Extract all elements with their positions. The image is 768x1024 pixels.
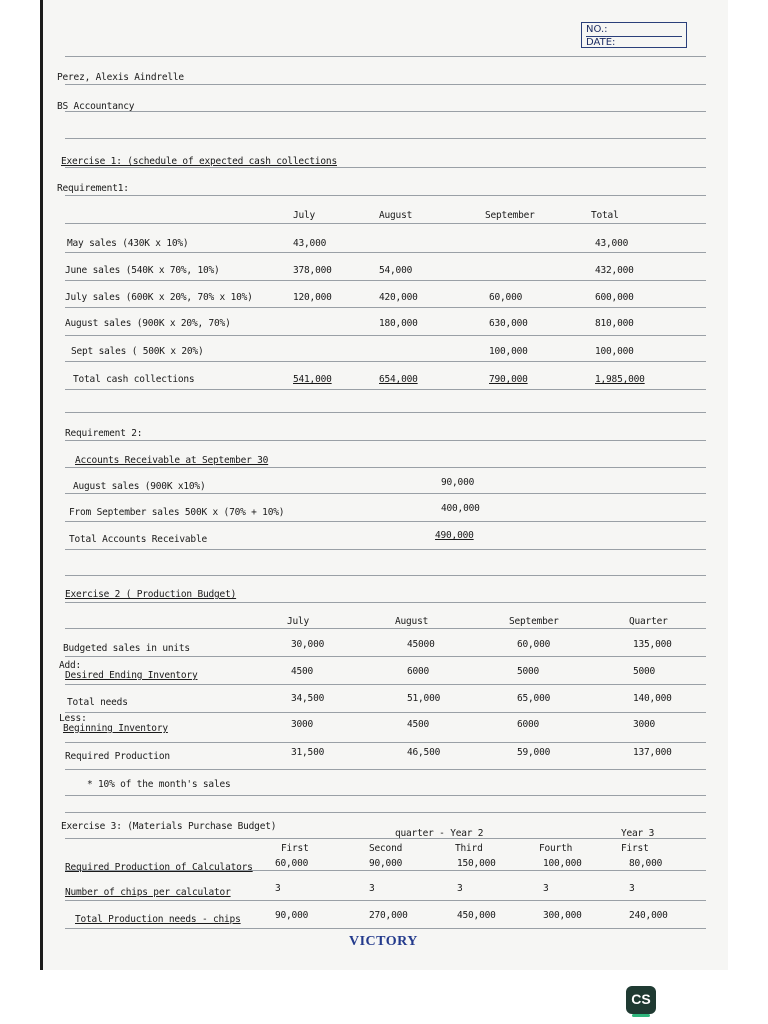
ex3-cell: 3 — [543, 883, 549, 894]
ex1-col-august: August — [379, 210, 413, 221]
ex1-cell: 43,000 — [595, 238, 629, 249]
ex2-col-august: August — [395, 616, 429, 627]
requirement1-label: Requirement1: — [57, 183, 129, 194]
ex1-cell: 790,000 — [489, 374, 528, 385]
exercise2-title: Exercise 2 ( Production Budget) — [65, 589, 237, 600]
rule-line — [65, 742, 706, 743]
ex2-cell: 137,000 — [633, 747, 672, 758]
ex2-col-september: September — [509, 616, 559, 627]
ex3-col-header: First — [281, 843, 309, 854]
ex1-row-label: June sales (540K x 70%, 10%) — [65, 265, 220, 276]
ex1-col-july: July — [293, 210, 316, 221]
ex3-quarter-label: quarter - Year 2 — [395, 828, 484, 839]
rule-line — [65, 493, 706, 494]
ex2-cell: 3000 — [633, 719, 656, 730]
ex1-row-label: July sales (600K x 20%, 70% x 10%) — [65, 292, 253, 303]
rule-line — [65, 440, 706, 441]
ar-row-value: 490,000 — [435, 530, 474, 541]
ar-row-label: From September sales 500K x (70% + 10%) — [69, 507, 285, 518]
ex1-col-september: September — [485, 210, 535, 221]
rule-line — [65, 138, 706, 139]
rule-line — [65, 795, 706, 796]
rule-line — [65, 928, 706, 929]
ex3-cell: 3 — [457, 883, 463, 894]
ex2-cell: 60,000 — [517, 639, 551, 650]
ex2-cell: 3000 — [291, 719, 314, 730]
ex3-cell: 90,000 — [369, 858, 403, 869]
ex2-cell: 6000 — [407, 666, 430, 677]
rule-line — [65, 812, 706, 813]
ex1-cell: 120,000 — [293, 292, 332, 303]
ex1-cell: 810,000 — [595, 318, 634, 329]
ar-row-label: Total Accounts Receivable — [69, 534, 207, 545]
ex3-col-header: First — [621, 843, 649, 854]
rule-line — [65, 900, 706, 901]
ex2-row-label: Less: — [59, 713, 87, 724]
ex3-cell: 270,000 — [369, 910, 408, 921]
ex2-cell: 135,000 — [633, 639, 672, 650]
ex1-cell: 630,000 — [489, 318, 528, 329]
ex3-cell: 3 — [369, 883, 375, 894]
ex2-row-label: Required Production — [65, 751, 170, 762]
ex3-cell: 150,000 — [457, 858, 496, 869]
rule-line — [65, 521, 706, 522]
notebook-page — [40, 0, 728, 970]
rule-line — [65, 195, 706, 196]
rule-line — [65, 84, 706, 85]
ex1-row-label: Sept sales ( 500K x 20%) — [71, 346, 204, 357]
ex2-row-label: Total needs — [67, 697, 128, 708]
ex1-cell: 100,000 — [489, 346, 528, 357]
ex2-cell: 30,000 — [291, 639, 325, 650]
ex1-cell: 541,000 — [293, 374, 332, 385]
rule-line — [65, 56, 706, 57]
ex3-col-header: Second — [369, 843, 403, 854]
no-label: NO.: — [586, 24, 682, 37]
rule-line — [65, 549, 706, 550]
ex2-cell: 34,500 — [291, 693, 325, 704]
ex1-cell: 100,000 — [595, 346, 634, 357]
ar-row-label: August sales (900K x10%) — [73, 481, 206, 492]
course-name: BS Accountancy — [57, 101, 135, 112]
rule-line — [65, 684, 706, 685]
ex2-cell: 5000 — [633, 666, 656, 677]
ex2-cell: 4500 — [291, 666, 314, 677]
no-date-box — [581, 22, 687, 48]
ar-row-value: 400,000 — [441, 503, 480, 514]
ex1-cell: 54,000 — [379, 265, 413, 276]
ex3-cell: 3 — [629, 883, 635, 894]
ex1-cell: 420,000 — [379, 292, 418, 303]
ex2-cell: 5000 — [517, 666, 540, 677]
ex3-row-label: Required Production of Calculators — [65, 862, 253, 873]
rule-line — [65, 602, 706, 603]
rule-line — [65, 335, 706, 336]
ex3-cell: 450,000 — [457, 910, 496, 921]
ex1-cell: 378,000 — [293, 265, 332, 276]
ex1-row-label: Total cash collections — [73, 374, 195, 385]
ex3-col-header: Third — [455, 843, 483, 854]
victory-logo: VICTORY — [349, 934, 418, 949]
rule-line — [65, 712, 706, 713]
ex3-col-header: Fourth — [539, 843, 573, 854]
rule-line — [65, 111, 706, 112]
ex2-note: * 10% of the month's sales — [87, 779, 231, 790]
ex1-row-label: August sales (900K x 20%, 70%) — [65, 318, 231, 329]
ex2-cell: 65,000 — [517, 693, 551, 704]
rule-line — [65, 389, 706, 390]
ex3-cell: 300,000 — [543, 910, 582, 921]
ex3-row-label: Number of chips per calculator — [65, 887, 231, 898]
ex2-row-label: Desired Ending Inventory — [65, 670, 198, 681]
rule-line — [65, 307, 706, 308]
ex1-cell: 180,000 — [379, 318, 418, 329]
exercise1-title: Exercise 1: (schedule of expected cash collections — [61, 156, 337, 167]
ex3-cell: 80,000 — [629, 858, 663, 869]
ex2-col-quarter: Quarter — [629, 616, 668, 627]
ex2-cell: 46,500 — [407, 747, 441, 758]
rule-line — [65, 252, 706, 253]
ex3-cell: 100,000 — [543, 858, 582, 869]
ex1-cell: 654,000 — [379, 374, 418, 385]
ex2-cell: 6000 — [517, 719, 540, 730]
ex1-cell: 600,000 — [595, 292, 634, 303]
ex1-cell: 432,000 — [595, 265, 634, 276]
ex3-cell: 3 — [275, 883, 281, 894]
ex1-col-total: Total — [591, 210, 619, 221]
rule-line — [65, 838, 706, 839]
ex3-row-label: Total Production needs - chips — [75, 914, 241, 925]
ex3-cell: 240,000 — [629, 910, 668, 921]
ex2-row-label: Budgeted sales in units — [63, 643, 190, 654]
ex3-cell: 90,000 — [275, 910, 309, 921]
date-label: DATE: — [586, 37, 616, 48]
ex3-year3-label: Year 3 — [621, 828, 655, 839]
requirement2-label: Requirement 2: — [65, 428, 143, 439]
ex3-cell: 60,000 — [275, 858, 309, 869]
ex1-row-label: May sales (430K x 10%) — [67, 238, 189, 249]
ex1-cell: 1,985,000 — [595, 374, 645, 385]
ex2-cell: 140,000 — [633, 693, 672, 704]
rule-line — [65, 769, 706, 770]
ex2-row-label: Beginning Inventory — [63, 723, 168, 734]
ex2-cell: 4500 — [407, 719, 430, 730]
ex2-cell: 45000 — [407, 639, 435, 650]
student-name: Perez, Alexis Aindrelle — [57, 72, 184, 83]
rule-line — [65, 575, 706, 576]
rule-line — [65, 656, 706, 657]
ex2-cell: 31,500 — [291, 747, 325, 758]
exercise3-title: Exercise 3: (Materials Purchase Budget) — [61, 821, 277, 832]
rule-line — [65, 467, 706, 468]
ex2-row-label: Add: — [59, 660, 82, 671]
ar-row-value: 90,000 — [441, 477, 475, 488]
rule-line — [65, 280, 706, 281]
ex1-cell: 43,000 — [293, 238, 327, 249]
camscanner-badge: CS — [626, 986, 656, 1014]
ex2-cell: 59,000 — [517, 747, 551, 758]
rule-line — [65, 223, 706, 224]
ex1-cell: 60,000 — [489, 292, 523, 303]
rule-line — [65, 361, 706, 362]
ar-title: Accounts Receivable at September 30 — [75, 455, 269, 466]
rule-line — [65, 628, 706, 629]
ex2-col-july: July — [287, 616, 310, 627]
rule-line — [65, 167, 706, 168]
rule-line — [65, 412, 706, 413]
ex2-cell: 51,000 — [407, 693, 441, 704]
